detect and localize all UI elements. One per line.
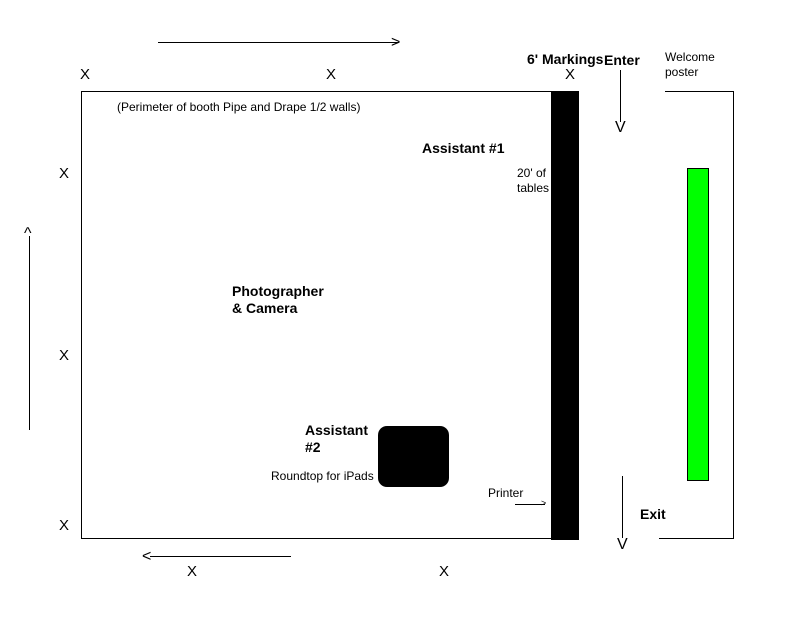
- roundtop-table: [378, 426, 449, 487]
- exit-arrow-line: [622, 476, 623, 538]
- bottom-flow-arrowhead: <: [142, 548, 152, 565]
- tables-bar: [551, 91, 579, 540]
- enter-arrowhead: V: [615, 119, 626, 136]
- exit-arrowhead: V: [617, 536, 628, 553]
- marker-x: X: [80, 66, 91, 83]
- marker-x: X: [59, 165, 70, 182]
- marker-x: X: [439, 563, 450, 580]
- marker-x: X: [565, 66, 576, 83]
- left-flow-arrowhead: ^: [24, 225, 32, 242]
- bottom-flow-arrow-line: [150, 556, 291, 557]
- exit-label: Exit: [640, 506, 666, 522]
- marker-x: X: [187, 563, 198, 580]
- printer-arrowhead: >: [541, 498, 547, 508]
- top-flow-arrowhead: >: [391, 34, 401, 51]
- welcome-poster-label: Welcome poster: [665, 50, 715, 79]
- perimeter-note: (Perimeter of booth Pipe and Drape 1/2 walls): [117, 100, 361, 114]
- corridor-bottom-wall: [659, 538, 734, 539]
- assistant2-label: Assistant #2: [305, 422, 369, 455]
- left-flow-arrow-line: [29, 236, 30, 430]
- marker-x: X: [59, 517, 70, 534]
- assistant1-label: Assistant #1: [422, 140, 505, 156]
- printer-label: Printer: [488, 486, 524, 500]
- marker-x: X: [59, 347, 70, 364]
- tables-label: 20' of tables: [517, 166, 550, 195]
- enter-label: Enter: [604, 52, 640, 68]
- top-flow-arrow-line: [158, 42, 398, 43]
- enter-arrow-line: [620, 70, 621, 122]
- marker-x: X: [326, 66, 337, 83]
- corridor-top-wall: [665, 91, 734, 92]
- corridor-right-wall: [733, 91, 734, 539]
- welcome-poster: [687, 168, 709, 481]
- photographer-label: Photographer & Camera: [232, 283, 324, 316]
- markings-label: 6' Markings: [527, 51, 604, 67]
- roundtop-label: Roundtop for iPads: [271, 469, 374, 483]
